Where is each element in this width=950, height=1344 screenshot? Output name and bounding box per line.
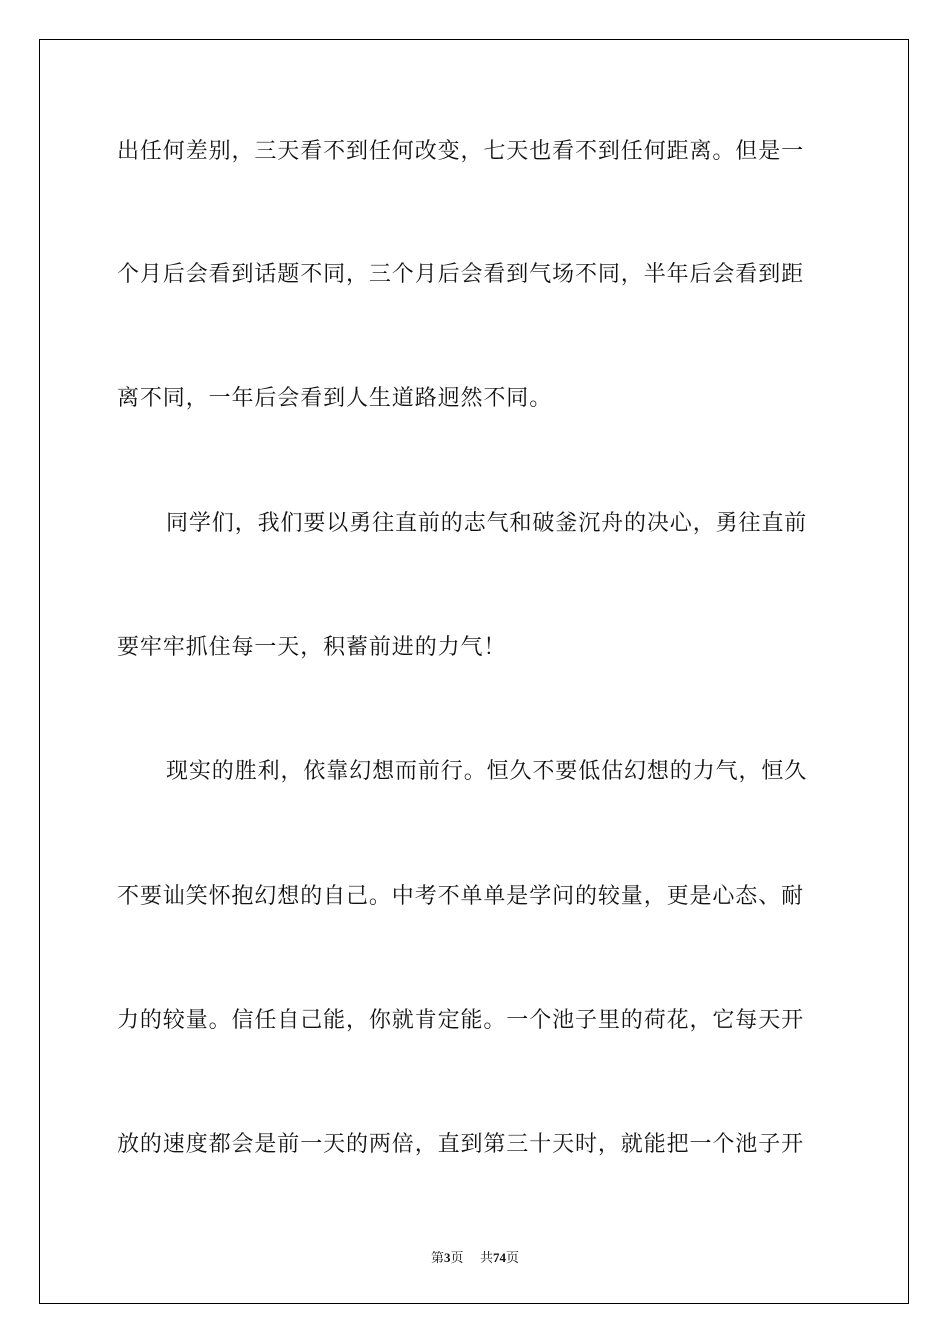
footer-total-suffix: 页 xyxy=(506,1251,520,1266)
text-line-8: 力的较量。信任自己能，你就肯定能。一个池子里的荷花，它每天开 xyxy=(117,1008,805,1033)
text-line-9: 放的速度都会是前一天的两倍，直到第三十天时，就能把一个池子开 xyxy=(117,1132,805,1157)
footer-total-pages: 74 xyxy=(493,1250,507,1265)
page-border xyxy=(39,39,909,1304)
text-line-3: 离不同，一年后会看到人生道路迥然不同。 xyxy=(117,386,553,411)
text-line-5: 要牢牢抓住每一天，积蓄前进的力气！ xyxy=(117,635,507,660)
footer-total-prefix: 共 xyxy=(480,1251,494,1266)
footer-page-suffix: 页 xyxy=(450,1251,464,1266)
text-line-6: 现实的胜利，依靠幻想而前行。恒久不要低估幻想的力气，恒久 xyxy=(166,759,808,784)
page-footer xyxy=(0,1247,950,1266)
footer-page-prefix: 第 xyxy=(430,1251,444,1266)
text-line-4: 同学们，我们要以勇往直前的志气和破釜沉舟的决心，勇往直前 xyxy=(166,511,808,536)
text-line-7: 不要讪笑怀抱幻想的自己。中考不单单是学问的较量，更是心态、耐 xyxy=(117,884,805,909)
text-line-2: 个月后会看到话题不同，三个月后会看到气场不同，半年后会看到距 xyxy=(117,262,805,287)
footer-page-number: 3 xyxy=(443,1250,451,1265)
text-line-1: 出任何差别，三天看不到任何改变，七天也看不到任何距离。但是一 xyxy=(117,139,805,164)
